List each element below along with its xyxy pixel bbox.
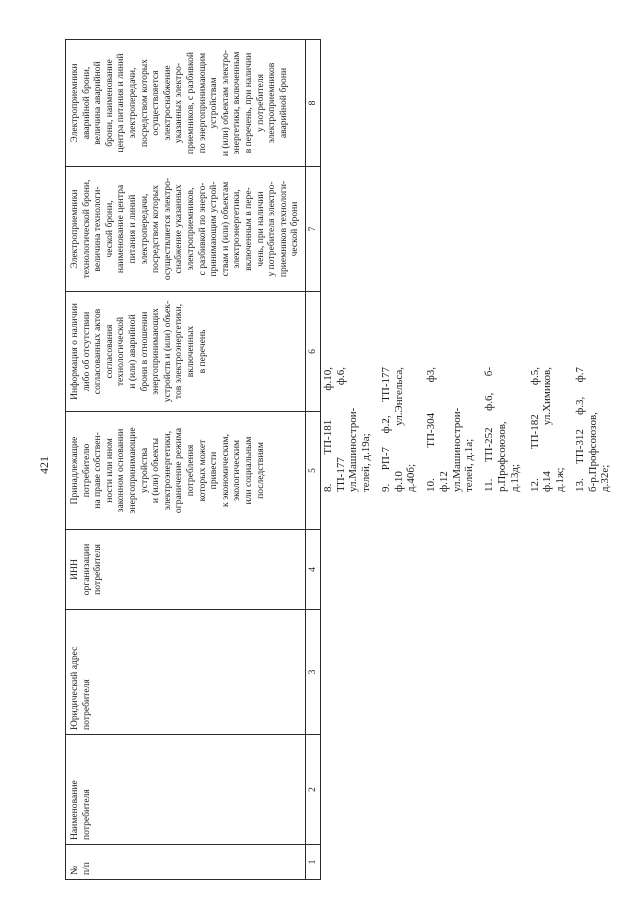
list-item-line: ул.Машинострои- bbox=[450, 407, 463, 492]
column-number-6: 6 bbox=[306, 291, 321, 411]
header-cell-emergency-reservation: Электроприемники аварийной брони, величина аварийной брони, наименование центра питания и линий электропередачи, посредством которых осуществляется электроснабжение указанных электро- приемников, с разбивкой по энергопринимающим устройствам и (или) объектам электро- энергетики, включенным в перечень, при наличии у потребителя электроприемников аварийной брони bbox=[66, 39, 306, 166]
column-number-5: 5 bbox=[306, 411, 321, 529]
page-number: 421 bbox=[37, 456, 51, 474]
list-item-line: ТП-177 ф.6, bbox=[334, 367, 347, 492]
list-item-line: 10. ТП-304 ф3, bbox=[425, 367, 438, 492]
list-item-line: б-р.Профсоюзов, bbox=[586, 412, 599, 492]
list-item-line: телей, д.1а; bbox=[463, 438, 476, 492]
column-number-3: 3 bbox=[306, 609, 321, 734]
list-item-line: д.40б; bbox=[405, 464, 418, 492]
list-item-line: 13. ТП-312 ф.3, ф.7 bbox=[574, 367, 587, 492]
consumers-table bbox=[65, 39, 321, 880]
list-item-line: д.32е; bbox=[599, 464, 612, 492]
list-item-line: 8. ТП-181 ф.10, bbox=[322, 367, 334, 492]
list-item bbox=[529, 367, 567, 492]
column-number-1: 1 bbox=[306, 844, 321, 879]
list-item-line: ф.10 ул.Энгельса, bbox=[392, 367, 405, 492]
header-cell-number: № п/п bbox=[66, 844, 306, 879]
list-item-line: ул.Машинострои- bbox=[347, 407, 360, 492]
header-cell-technological-reservation: Электроприемники технологической брони, величина технологи- ческой брони, наименование центра питания и линий электропередачи, посредством которых осуществляется электро- снабжение указанных электроприемников, с разбивкой по энерго- принимающим устрой- ствам и (или) объектам электроэнергетики, включенным в пере- чень, при наличии у потребителя электро- приемников технологи- ческой брони bbox=[66, 166, 306, 291]
data-cell-col5 bbox=[322, 367, 619, 492]
header-cell-inn: ИНН организации потребителя bbox=[66, 529, 306, 609]
header-cell-consumer-name: Наименование потребителя bbox=[66, 734, 306, 844]
list-item bbox=[425, 367, 475, 492]
list-item-line: 9. РП-7 ф.2, ТП-177 bbox=[379, 367, 392, 492]
list-item bbox=[380, 367, 418, 492]
list-item-line: р.Профсоюзов, bbox=[495, 421, 508, 492]
list-item-line: ф.14 ул.Химиков, bbox=[541, 367, 554, 492]
list-item-line: д.1ж; bbox=[553, 467, 566, 492]
list-item-line: д.13д; bbox=[508, 464, 521, 492]
column-number-7: 7 bbox=[306, 166, 321, 291]
header-cell-power-receivers: Принадлежащие потребителю на праве собствен- ности или ином законном основании энергопринимающие устройства и (или) объекты электроэнергетики, ограничение режима потребления которых может привести к экономическим, экологическим или социальным последствиям bbox=[66, 411, 306, 529]
header-cell-legal-address: Юридический адрес потребителя bbox=[66, 609, 306, 734]
list-item bbox=[483, 367, 521, 492]
column-number-4: 4 bbox=[306, 529, 321, 609]
list-item bbox=[322, 367, 372, 492]
list-item-line: 11. ТП-252 ф.6, б- bbox=[483, 367, 496, 492]
column-number-8: 8 bbox=[306, 39, 321, 166]
column-number-2: 2 bbox=[306, 734, 321, 844]
list-item-line: 12. ТП-182 ф.5, bbox=[528, 367, 541, 492]
list-item-line: телей, д.19а; bbox=[359, 433, 372, 492]
header-cell-reservation-acts: Информация о наличии либо об отсутствии согласованных актов согласования технологической и (или) аварийной брони в отношении энергопринимающих устройств и (или) объек- тов электроэнергетики, включенных в перечень bbox=[66, 291, 306, 411]
list-item bbox=[574, 367, 612, 492]
list-item-line: ф.12 bbox=[437, 471, 450, 492]
